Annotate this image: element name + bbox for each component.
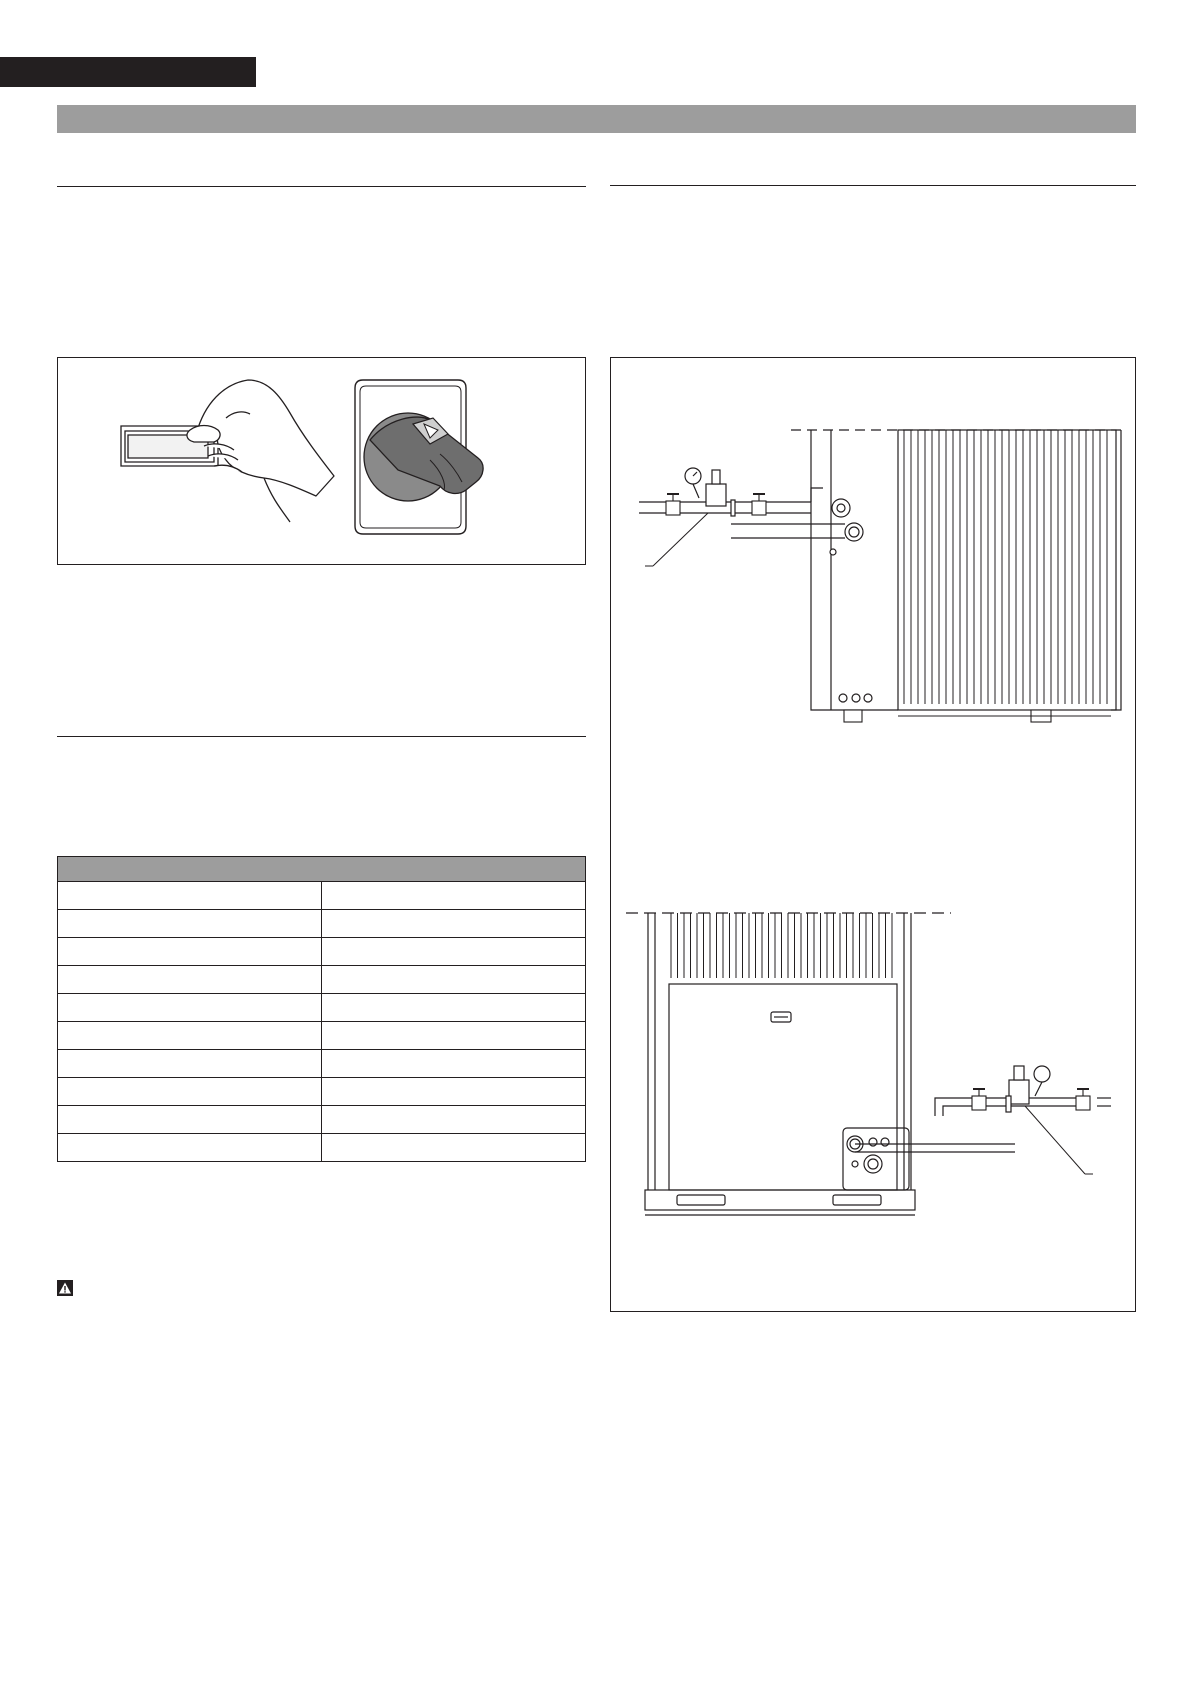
unit-side-feet [844, 710, 1111, 722]
table-cell [58, 1106, 322, 1134]
switch-illustration [58, 358, 587, 566]
table-cell [58, 910, 322, 938]
left-section-rule-mid [57, 736, 586, 737]
inlet-pipe-assembly-bottom [855, 1066, 1111, 1152]
table-row [58, 1078, 586, 1106]
table-cell [58, 1022, 322, 1050]
coil-fins [671, 913, 892, 978]
table-row [58, 1022, 586, 1050]
rotary-main-switch-icon [355, 380, 483, 534]
installation-figure [610, 357, 1136, 1312]
table-cell [322, 938, 586, 966]
water-connections-side [830, 499, 872, 702]
table-cell [322, 882, 586, 910]
table-row [58, 1134, 586, 1162]
spec-table [57, 856, 586, 1162]
table-cell [58, 966, 322, 994]
coil-fins [904, 430, 1107, 704]
page-title-bar [57, 105, 1136, 133]
table-cell [58, 1078, 322, 1106]
right-section-rule-top [610, 185, 1136, 186]
table-cell [58, 938, 322, 966]
table-row [58, 966, 586, 994]
table-cell [58, 994, 322, 1022]
table-row [58, 882, 586, 910]
left-section-rule-top [57, 186, 586, 187]
table-cell [58, 882, 322, 910]
table-cell [58, 1050, 322, 1078]
installation-illustration [611, 358, 1137, 1313]
inlet-pipe-assembly-top [639, 468, 845, 538]
table-row [58, 910, 586, 938]
leader-line-bottom [1025, 1106, 1085, 1174]
table-cell [58, 1134, 322, 1162]
table-cell [322, 1022, 586, 1050]
table-row [58, 1050, 586, 1078]
table-cell [322, 1050, 586, 1078]
switch-figure [57, 357, 586, 565]
table-row [58, 938, 586, 966]
table-cell [322, 966, 586, 994]
section-tab [0, 57, 256, 87]
warning-triangle-icon [57, 1280, 73, 1296]
hand-illustration [187, 380, 334, 522]
table-cell [322, 1106, 586, 1134]
table-cell [322, 1078, 586, 1106]
table-cell [322, 994, 586, 1022]
table-cell [322, 910, 586, 938]
table-row [58, 1106, 586, 1134]
table-cell [322, 1134, 586, 1162]
leader-line-top [653, 513, 708, 566]
spec-table-header [58, 857, 586, 882]
table-row [58, 994, 586, 1022]
